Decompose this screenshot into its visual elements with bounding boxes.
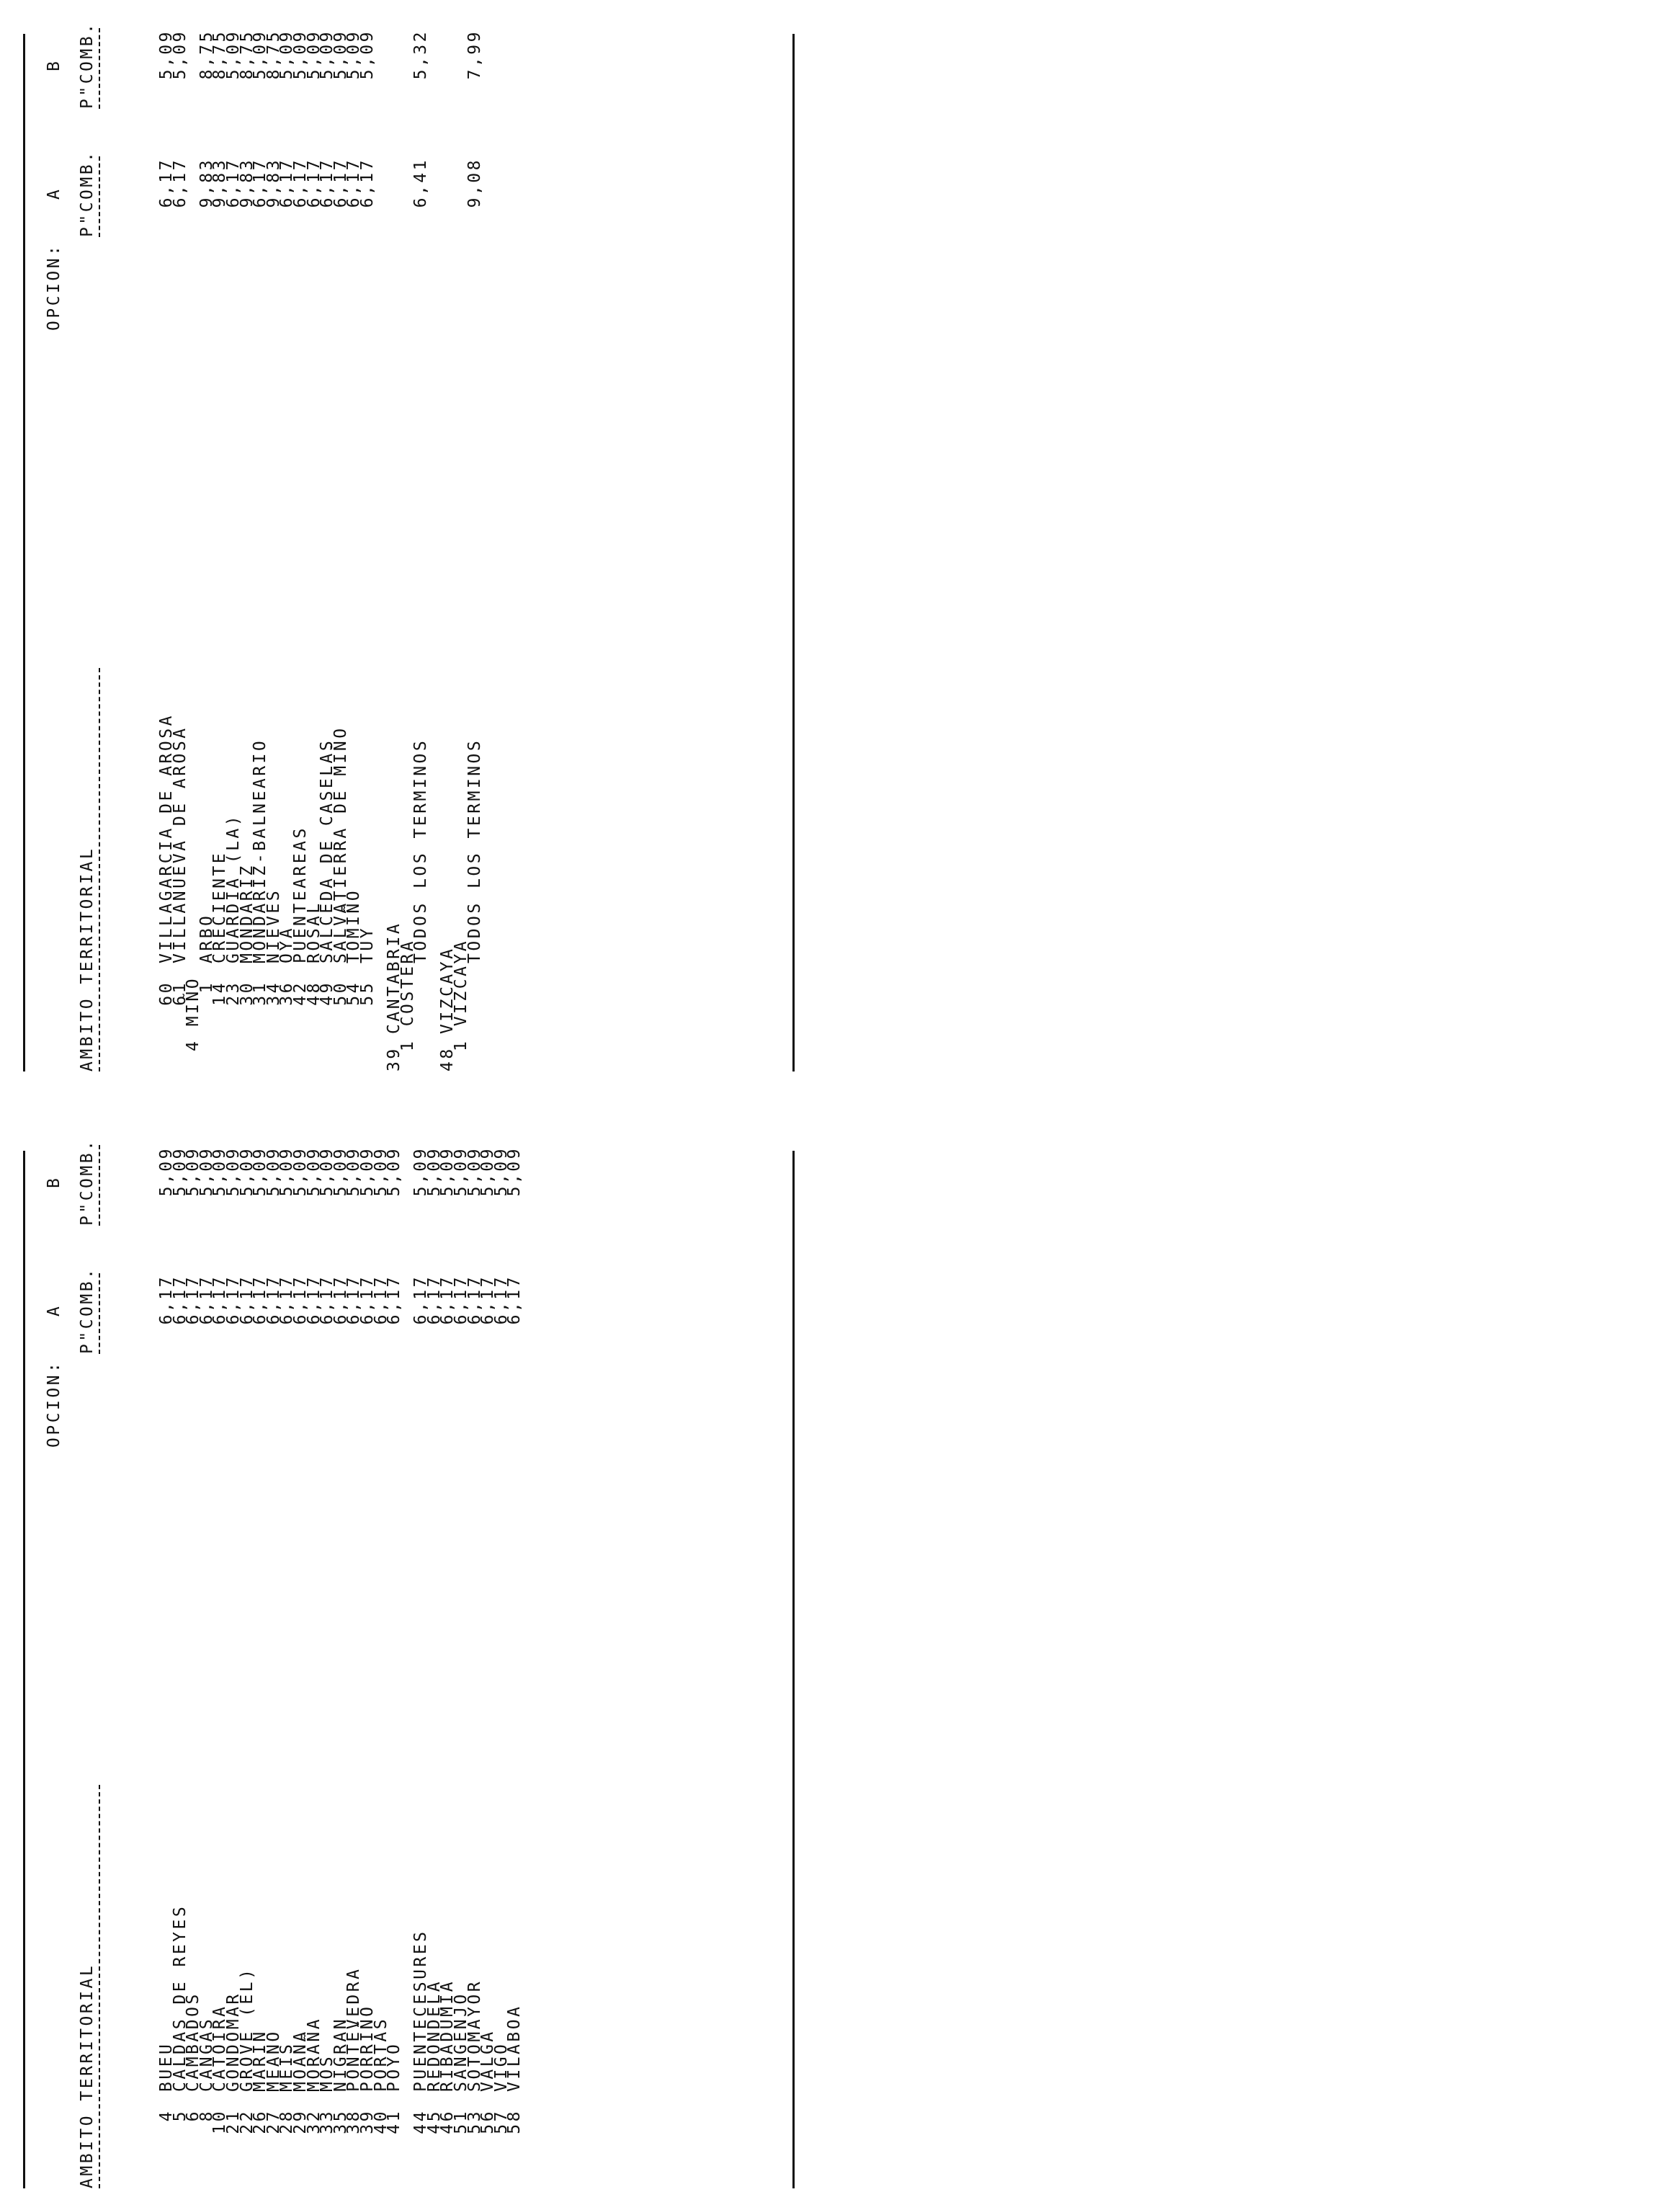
option-b-value: 5,09 — [223, 1146, 243, 1197]
municipality-name: CRECIENTE — [210, 850, 230, 963]
option-a-value: 6,17 — [170, 158, 189, 208]
table-row — [290, 27, 310, 1071]
table-row — [290, 1144, 310, 2188]
option-a-value: 6,17 — [344, 158, 364, 208]
municipality-code: 44 — [411, 2109, 431, 2134]
municipality-name: CATOIRA — [210, 2004, 230, 2092]
province-label: 39 CANTABRIA — [385, 921, 404, 1071]
option-b-value: 5,09 — [357, 30, 377, 80]
option-b-value: 5,09 — [344, 1146, 364, 1197]
table-row — [318, 1144, 337, 2188]
option-b-value: 5,09 — [251, 1146, 270, 1197]
ambito-header: AMBITO TERRITORIAL — [78, 846, 97, 1071]
municipality-code: 22 — [237, 2109, 256, 2134]
municipality-name: SOTOMAYOR — [465, 1979, 484, 2092]
option-a-value: 6,17 — [371, 1275, 390, 1325]
option-a-value: 6,17 — [491, 1275, 511, 1325]
option-a-value: 6,17 — [411, 1275, 431, 1325]
table-row — [223, 27, 243, 1071]
municipality-name: PORRIÑO — [357, 2004, 377, 2092]
municipality-name: PUENTECESURES — [411, 1929, 431, 2092]
municipality-code: 60 — [157, 981, 176, 1006]
municipality-name: POYO — [385, 2041, 404, 2092]
municipality-code: 33 — [318, 2109, 337, 2134]
option-b-value: 5,09 — [424, 1146, 444, 1197]
table-row — [251, 1144, 270, 2188]
municipality-code: 55 — [357, 981, 377, 1006]
option-b-value: 5,09 — [304, 30, 323, 80]
municipality-name: PONTEVEDRA — [344, 1966, 364, 2092]
municipality-code: 29 — [290, 2109, 310, 2134]
ambito-header: AMBITO TERRITORIAL — [78, 1963, 97, 2188]
municipality-name: SALVATIERRA DE MIÑO — [331, 726, 350, 963]
option-a-value: 6,17 — [331, 1275, 350, 1325]
option-a-value: 6,41 — [411, 158, 431, 208]
option-a-value: 6,17 — [277, 1275, 297, 1325]
municipality-code: 35 — [331, 2109, 350, 2134]
municipality-code: 53 — [465, 2109, 484, 2134]
municipality-code: 46 — [438, 2109, 457, 2134]
municipality-code: 40 — [371, 2109, 390, 2134]
option-b-value: 5,09 — [331, 30, 350, 80]
municipality-code: 41 — [385, 2109, 404, 2134]
municipality-code: 42 — [290, 981, 310, 1006]
option-b-value: 7,99 — [465, 30, 484, 80]
option-b-value: 5,09 — [357, 1146, 377, 1197]
municipality-name: VIGO — [491, 2041, 511, 2092]
option-a-value: 6,17 — [170, 1275, 189, 1325]
top-rule — [23, 34, 25, 1071]
option-b-value: 5,09 — [344, 30, 364, 80]
option-a-value: 6,17 — [157, 1275, 176, 1325]
municipality-code: 10 — [210, 2109, 230, 2134]
option-a-value: 6,17 — [318, 1275, 337, 1325]
municipality-code: 50 — [331, 981, 350, 1006]
option-b-label: B — [45, 1175, 63, 1188]
option-b-value: 8,75 — [197, 30, 216, 80]
option-a-value: 6,17 — [237, 1275, 256, 1325]
municipality-code: 32 — [304, 2109, 323, 2134]
option-b-value: 5,09 — [264, 1146, 283, 1197]
option-a-value: 6,17 — [264, 1275, 283, 1325]
option-a-value: 9,08 — [465, 158, 484, 208]
bottom-rule — [792, 34, 795, 1071]
municipality-name: TOMIÑO — [344, 888, 364, 963]
opcion-label: OPCION: — [45, 1360, 63, 1448]
municipality-name: GONDOMAR — [223, 1992, 243, 2092]
municipality-name: MARIN — [251, 2029, 270, 2092]
option-b-value: 5,09 — [505, 1146, 524, 1197]
zone-label: 1 VIZCAYA — [452, 938, 471, 1051]
option-a-value: 6,17 — [251, 1275, 270, 1325]
table-row — [157, 1144, 176, 2188]
option-a-value: 6,17 — [304, 1275, 323, 1325]
municipality-name: SALCEDA DE CASELAS — [318, 738, 337, 963]
table-row — [184, 1144, 203, 2188]
municipality-code: 51 — [452, 2109, 471, 2134]
col-a-underline — [99, 156, 100, 237]
option-a-value: 6,17 — [210, 1275, 230, 1325]
municipality-code: 49 — [318, 981, 337, 1006]
option-a-value: 6,17 — [357, 158, 377, 208]
ambito-underline — [99, 668, 100, 1071]
option-b-value: 5,09 — [452, 1146, 471, 1197]
top-rule — [23, 1151, 25, 2188]
option-b-value: 5,09 — [318, 30, 337, 80]
option-b-label: B — [45, 58, 63, 71]
option-a-value: 6,17 — [251, 158, 270, 208]
municipality-code: 1 — [197, 981, 216, 994]
option-b-value: 5,09 — [170, 30, 189, 80]
option-b-value: 5,09 — [157, 30, 176, 80]
bottom-rule — [792, 1151, 795, 2188]
municipality-name: MOS — [318, 2054, 337, 2092]
option-b-value: 5,09 — [237, 1146, 256, 1197]
total-row — [411, 27, 431, 1071]
option-a-value: 6,17 — [424, 1275, 444, 1325]
municipality-name: MONDARIZ-BALNEARIO — [251, 738, 270, 963]
col-b-underline — [99, 1145, 100, 1226]
municipality-name: VALGA — [478, 2029, 498, 2092]
option-b-value: 5,09 — [184, 1146, 203, 1197]
municipality-code: 26 — [251, 2109, 270, 2134]
municipality-name: SANGENJO — [452, 1992, 471, 2092]
municipality-code: 6 — [184, 2109, 203, 2122]
option-a-value: 6,17 — [505, 1275, 524, 1325]
municipality-name: RIBADUMIA — [438, 1979, 457, 2092]
group-gap — [426, 27, 440, 1071]
option-a-value: 9,83 — [197, 158, 216, 208]
municipality-name: TUY — [357, 925, 377, 963]
municipality-code: 36 — [277, 981, 297, 1006]
municipality-code: 31 — [251, 981, 270, 1006]
option-a-value: 6,17 — [223, 1275, 243, 1325]
col-b-header: P"COMB. — [78, 21, 97, 109]
option-b-value: 5,09 — [210, 1146, 230, 1197]
option-a-value: 6,17 — [385, 1275, 404, 1325]
municipality-name: NIEVES — [264, 888, 283, 963]
ambito-underline — [99, 1785, 100, 2188]
province-heading — [385, 27, 404, 1071]
col-a-underline — [99, 1273, 100, 1354]
option-b-value: 5,09 — [331, 1146, 350, 1197]
zone-heading — [452, 27, 471, 1071]
left-rows — [157, 1144, 524, 2188]
option-b-value: 5,09 — [277, 30, 297, 80]
option-b-value: 5,09 — [251, 30, 270, 80]
table-row — [157, 27, 176, 1071]
municipality-code: 57 — [491, 2109, 511, 2134]
municipality-name: VILABOA — [505, 2004, 524, 2092]
municipality-code: 56 — [478, 2109, 498, 2134]
municipality-name: OYA — [277, 925, 297, 963]
option-a-value: 6,17 — [290, 1275, 310, 1325]
province-heading — [438, 27, 457, 1071]
option-b-value: 5,09 — [223, 30, 243, 80]
zone-label: 1 COSTERA — [398, 938, 417, 1051]
table-row — [357, 1144, 377, 2188]
municipality-name: CANGAS — [197, 2016, 216, 2092]
option-a-value: 6,17 — [478, 1275, 498, 1325]
option-a-value: 6,17 — [277, 158, 297, 208]
municipality-code: 14 — [210, 981, 230, 1006]
total-row — [465, 27, 484, 1071]
municipality-name: CALDAS DE REYES — [170, 1904, 189, 2092]
option-b-value: 5,09 — [478, 1146, 498, 1197]
total-label: TODOS LOS TERMINOS — [465, 738, 484, 963]
zone-label: 4 MIÑO — [184, 976, 203, 1051]
col-a-header: P"COMB. — [78, 1266, 97, 1354]
option-b-value: 5,09 — [411, 1146, 431, 1197]
option-b-value: 5,09 — [371, 1146, 390, 1197]
col-a-header: P"COMB. — [78, 149, 97, 237]
group-gap — [373, 27, 387, 1071]
total-label: TODOS LOS TERMINOS — [411, 738, 431, 963]
option-a-label: A — [45, 1304, 63, 1316]
option-a-value: 6,17 — [197, 1275, 216, 1325]
option-a-label: A — [45, 187, 63, 200]
table-row — [385, 1144, 404, 2188]
option-b-value: 8,75 — [210, 30, 230, 80]
option-a-value: 9,83 — [237, 158, 256, 208]
municipality-name: MORAÑA — [304, 2016, 323, 2092]
option-b-value: 5,09 — [465, 1146, 484, 1197]
option-b-value: 5,09 — [290, 1146, 310, 1197]
option-b-value: 8,75 — [264, 30, 283, 80]
municipality-name: NIGRAN — [331, 2016, 350, 2092]
option-a-value: 6,17 — [304, 158, 323, 208]
option-b-value: 8,75 — [237, 30, 256, 80]
municipality-code: 48 — [304, 981, 323, 1006]
municipality-name: REDONDELA — [424, 1979, 444, 2092]
option-a-value: 6,17 — [357, 1275, 377, 1325]
municipality-code: 4 — [157, 2109, 176, 2122]
municipality-name: PORTAS — [371, 2016, 390, 2092]
option-b-value: 5,09 — [277, 1146, 297, 1197]
table-row — [357, 27, 377, 1071]
option-b-value: 5,09 — [385, 1146, 404, 1197]
municipality-code: 61 — [170, 981, 189, 1006]
municipality-name: MEIS — [277, 2041, 297, 2092]
table-row — [505, 1144, 524, 2188]
option-a-value: 6,17 — [438, 1275, 457, 1325]
municipality-code: 38 — [344, 2109, 364, 2134]
municipality-code: 5 — [170, 2109, 189, 2122]
option-b-value: 5,09 — [318, 1146, 337, 1197]
municipality-name: ARBO — [197, 913, 216, 963]
table-row — [223, 1144, 243, 2188]
option-a-value: 6,17 — [318, 158, 337, 208]
option-a-value: 6,17 — [184, 1275, 203, 1325]
option-a-value: 6,17 — [290, 158, 310, 208]
municipality-name: CAMBADOS — [184, 1992, 203, 2092]
zone-heading — [184, 27, 203, 1071]
option-b-value: 5,32 — [411, 30, 431, 80]
right-rows — [157, 27, 484, 1071]
option-a-value: 6,17 — [452, 1275, 471, 1325]
municipality-code: 34 — [264, 981, 283, 1006]
option-a-value: 6,17 — [344, 1275, 364, 1325]
municipality-code: 58 — [505, 2109, 524, 2134]
col-b-underline — [99, 28, 100, 109]
municipality-name: GROVE (EL) — [237, 1966, 256, 2092]
municipality-name: VILLANUEVA DE AROSA — [170, 726, 189, 963]
option-b-value: 5,09 — [491, 1146, 511, 1197]
municipality-code: 54 — [344, 981, 364, 1006]
municipality-name: GUARDIA (LA) — [223, 813, 243, 963]
table-row — [452, 1144, 471, 2188]
municipality-code: 30 — [237, 981, 256, 1006]
option-a-value: 9,83 — [210, 158, 230, 208]
option-a-value: 9,83 — [264, 158, 283, 208]
municipality-code: 21 — [223, 2109, 243, 2134]
municipality-name: MOAÑA — [290, 2029, 310, 2092]
option-a-value: 6,17 — [331, 158, 350, 208]
table-row — [251, 27, 270, 1071]
table-row — [318, 27, 337, 1071]
province-label: 48 VIZCAYA — [438, 946, 457, 1071]
option-b-value: 5,09 — [170, 1146, 189, 1197]
option-b-value: 5,09 — [157, 1146, 176, 1197]
option-a-value: 6,17 — [465, 1275, 484, 1325]
municipality-code: 23 — [223, 981, 243, 1006]
municipality-code: 39 — [357, 2109, 377, 2134]
option-b-value: 5,09 — [304, 1146, 323, 1197]
col-b-header: P"COMB. — [78, 1138, 97, 1226]
option-b-value: 5,09 — [290, 30, 310, 80]
option-a-value: 6,17 — [157, 158, 176, 208]
opcion-label: OPCION: — [45, 243, 63, 331]
municipality-name: MEAÑO — [264, 2029, 283, 2092]
option-b-value: 5,09 — [197, 1146, 216, 1197]
municipality-code: 8 — [197, 2109, 216, 2122]
municipality-code: 27 — [264, 2109, 283, 2134]
municipality-code: 45 — [424, 2109, 444, 2134]
municipality-code: 28 — [277, 2109, 297, 2134]
municipality-name: PUENTEAREAS — [290, 826, 310, 963]
table-row — [170, 27, 189, 1071]
municipality-name: MONDARIZ — [237, 863, 256, 963]
option-a-value: 6,17 — [223, 158, 243, 208]
municipality-name: ROSAL — [304, 901, 323, 963]
option-b-value: 5,09 — [438, 1146, 457, 1197]
municipality-name: BUEU — [157, 2041, 176, 2092]
municipality-name: VILLAGARCIA DE AROSA — [157, 713, 176, 963]
